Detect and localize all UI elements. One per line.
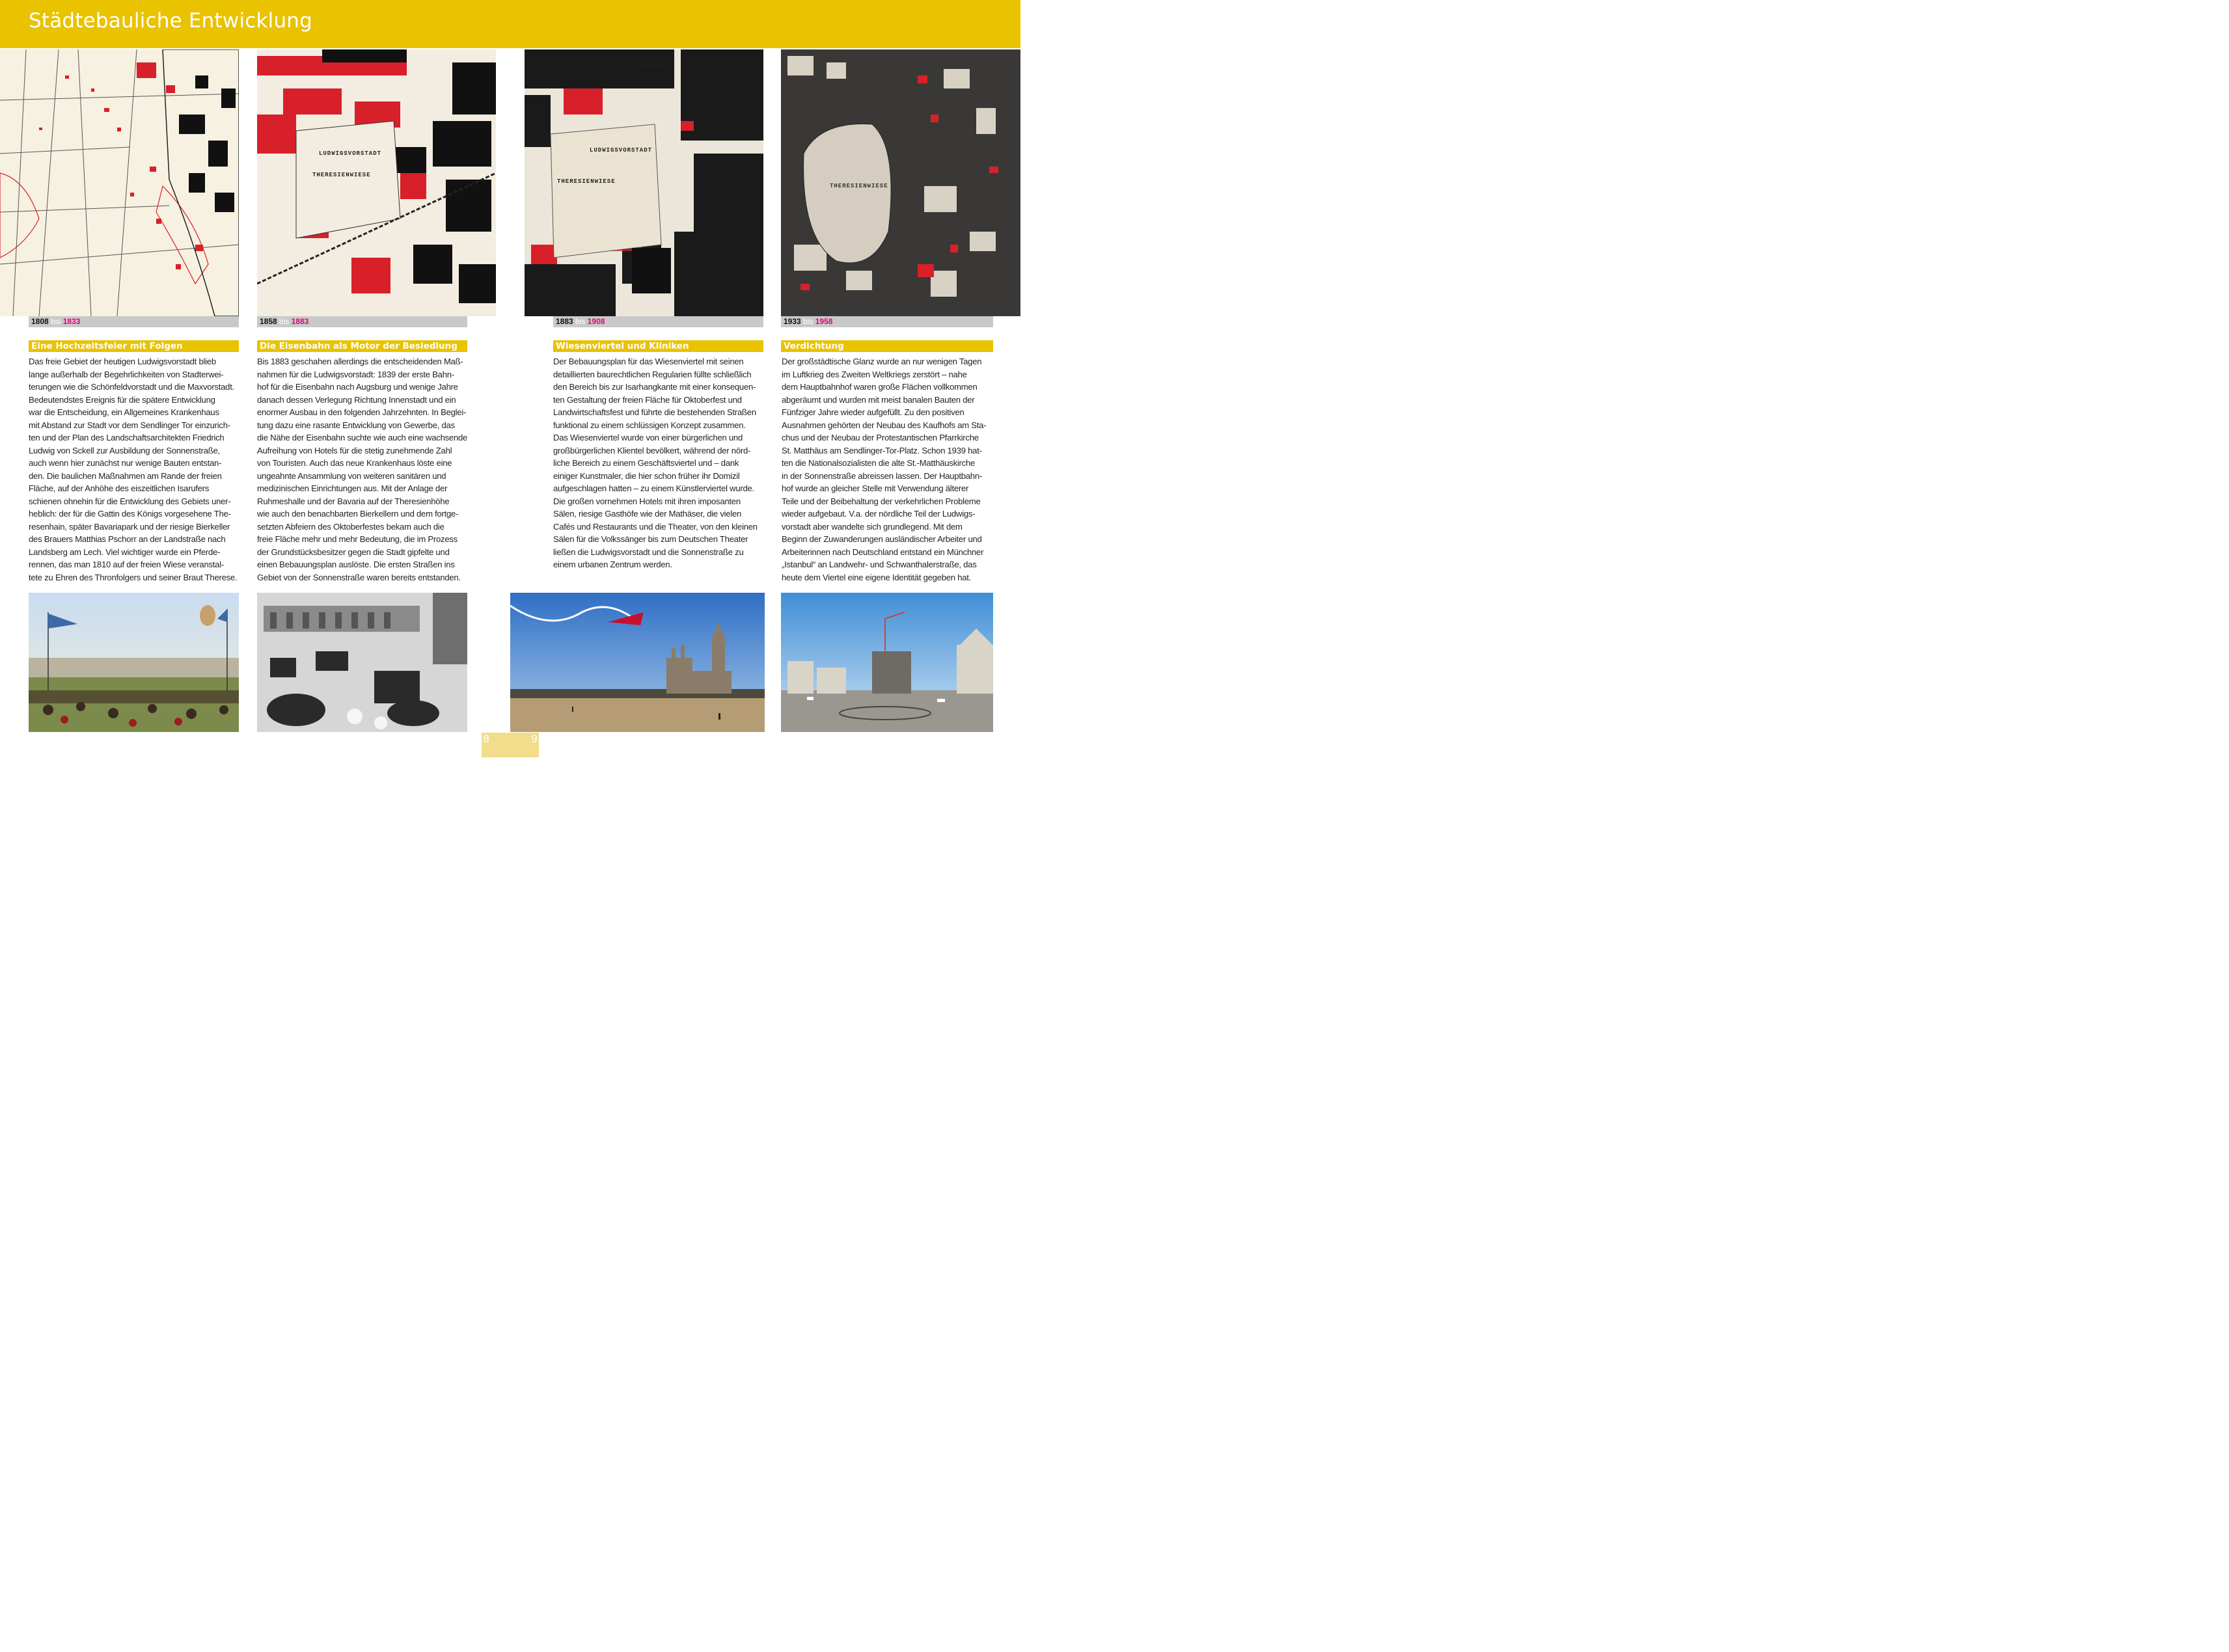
section-body: Der großstädtische Glanz wurde an nur wenigen Tagen im Luftkrieg des Zweiten Weltkriegs zerstört – nahe dem Hauptbahnhof waren große Flächen vollkommen abgeräumt und wurden mit meist banalen Bauten der Fünfziger Jahre wieder aufgefüllt. Zu den positiven Ausnahmen gehörten der Neubau des Kaufhofs am Sta- chus und der Neubau der Protestantischen Pfarrkirche St. Matthäus am Sendlinger-Tor-Platz. Schon 1939 hat- ten die Nationalsozialisten die alte St.-Matthäuskirche in der Sonnenstraße abreissen lassen. Der Hauptbahn- hof wurde an gleicher Stelle mit Verwendung älterer Teile und der Beibehaltung der verkehrlichen Probleme wieder aufgebaut. V.a. der nördliche Teil der Ludwigs- vorstadt aber wandelte sich grundlegend. Mit dem Beginn der Zuwanderungen ausländischer Arbeiter und Arbeiterinnen nach Deutschland entstand ein Münchner „Istanbul“ an Landwehr- und Schwanthalerstraße, das heute dem Viertel eine eigene Identität gegeben hat. <box>782 357 987 582</box>
page-number-band <box>482 733 539 757</box>
year-range-bar: 1808 bis 1833 <box>29 316 239 327</box>
map-label: THERESIENWIESE <box>312 172 371 178</box>
section-title: Eine Hochzeitsfeier mit Folgen <box>29 340 239 352</box>
map-label: LUDWIGSVORSTADT <box>319 150 382 157</box>
photo-image <box>781 593 993 732</box>
map-label: LUDWIGSVORSTADT <box>590 147 653 154</box>
page-title: Städtebauliche Entwicklung <box>29 9 313 33</box>
map-1858-1883 <box>257 49 496 316</box>
year-range-bar: 1933 bis 1958 <box>781 316 993 327</box>
year-range-bar: 1883 bis 1908 <box>553 316 763 327</box>
map-label: THERESIENWIESE <box>830 183 888 189</box>
section-body: Das freie Gebiet der heutigen Ludwigsvorstadt blieb lange außerhalb der Begehrlichkeiten von Stadterwei- terungen wie die Schönfeldvorstadt und die Maxvorstadt. Bedeutendstes Ereignis für die spätere Entwicklung war die Entscheidung, ein Allgemeines Krankenhaus mit Abstand zur Stadt vor dem Sendlinger Tor einzurich- ten und der Plan des Landschaftsarchitekten Friedrich Ludwig von Sckell zur Ausbildung der Sonnenstraße, auch wenn hier zunächst nur wenige Bauten entstan- den. Die baulichen Maßnahmen am Rande der freien Fläche, auf der Anhöhe des eiszeitlichen Isarufers schienen ohnehin für die Entwicklung des Gebiets uner- heblich: der für die Gattin des Königs vorgesehene The- resenhain, später Bavariapark und der riesige Bierkeller des Brauers Matthias Pschorr an der Landstraße nach Landsberg am Lech. Viel wichtiger wurde ein Pferde- rennen, das man 1810 auf der freien Wiese veranstal- tete zu Ehren des Thronfolgers und seiner Braut Therese. <box>29 357 238 582</box>
map-1808-1833 <box>0 49 239 316</box>
page-number-right: 9 <box>531 733 538 745</box>
section-title: Verdichtung <box>781 340 993 352</box>
header-band <box>0 0 1020 48</box>
map-drawing <box>781 49 1020 316</box>
photo-image <box>510 593 765 732</box>
map-1883-1908 <box>525 49 763 316</box>
map-label: THERESIENWIESE <box>557 178 616 185</box>
section-body: Der Bebauungsplan für das Wiesenviertel mit seinen detaillierten baurechtlichen Regularien füllte schließlich den Bereich bis zur Isarhangkante mit einer konsequen- ten Gestaltung der freien Fläche für Oktoberfest und Landwirtschaftsfest und führte die bestehenden Straßen funktional zu einem schlüssigen Konzept zusammen. Das Wiesenviertel wurde von einer bürgerlichen und großbürgerlichen Klientel bevölkert, während der nörd- liche Bereich zu einem Geschäftsviertel und – dank einiger Kunstmaler, die hier schon früher ihr Domizil aufgeschlagen hatten – zu einem Künstlerviertel wurde. Die großen vornehmen Hotels mit ihren imposanten Sälen, riesige Gasthöfe wie der Mathäser, die vielen Cafés und Restaurants und die Theater, von den kleinen Sälen für die Volkssänger bis zum Deutschen Theater ließen die Ludwigsvorstadt und die Sonnenstraße zu einem urbanen Zentrum werden. <box>553 357 758 569</box>
section-title: Wiesenviertel und Kliniken <box>553 340 763 352</box>
photo-theresienwiese <box>510 593 765 732</box>
section-title: Die Eisenbahn als Motor der Besiedlung <box>257 340 467 352</box>
map-drawing <box>0 49 239 316</box>
map-label: CENTRAL <box>640 62 670 69</box>
photo-station-engraving <box>257 593 467 732</box>
page-number-left: 8 <box>483 733 490 745</box>
photo-oktoberfest-painting <box>29 593 239 732</box>
section-body: Bis 1883 geschahen allerdings die entscheidenden Maß- nahmen für die Ludwigsvorstadt: 1839 der erste Bahn- hof für die Eisenbahn nach Augsburg und wenige Jahre danach dessen Verlegung Richtung Innenstadt und ein enormer Ausbau in den folgenden Jahrzehnten. In Beglei- tung dazu eine rasante Entwicklung von Gewerbe, das die Nähe der Eisenbahn suchte wie auch eine wachsende Aufreihung von Hotels für die stetig zunehmende Zahl von Touristen. Auch das neue Krankenhaus löste eine ungeahnte Ansammlung von weiteren sanitären und medizinischen Einrichtungen aus. Mit der Anlage der Ruhmeshalle und der Bavaria auf der Theresienhöhe wie auch den benachbarten Bierkellern und dem fortge- setzten Abfeiern des Oktoberfestes bekam auch die freie Fläche mehr und mehr Bedeutung, die im Prozess der Grundstücksbesitzer gegen die Stadt gipfelte und einen Bebauungsplan auslöste. Die ersten Straßen ins Gebiet von der Sonnenstraße waren bereits entstanden. <box>257 357 468 582</box>
map-drawing <box>257 49 496 316</box>
painting-image <box>29 593 239 732</box>
year-range-bar: 1858 bis 1883 <box>257 316 467 327</box>
map-1933-1958 <box>781 49 1020 316</box>
engraving-image <box>257 593 467 732</box>
photo-stachus-square <box>781 593 993 732</box>
